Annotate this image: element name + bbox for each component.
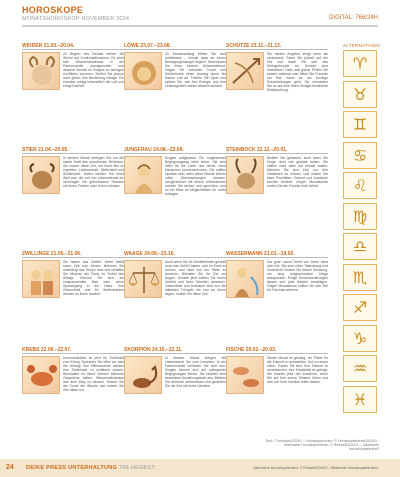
aries-illustration	[22, 52, 60, 90]
cancer-icon: ♋	[343, 142, 377, 169]
image-credits: Text: © Infostars/2024/1 · Horoskopzeichen: © Horoskoptierkreis/2024/3 · Alternative Horoskopzeichen: © Rohwell/2024/3 — Bildrechte Horoskoptierkreis/4	[265, 439, 379, 451]
sign-heading: LÖWE 23.07.–23.08.	[124, 43, 226, 50]
taurus-icon: ♉	[343, 81, 377, 108]
sign-text: Der gute Laune-Trend von Ihnen setzt sich fort. Sie sind voller Tatendrang und Zuversicht. Nutzen Sie diesen Schwung, um lang aufgeschobene Dinge anzupacken. Einige Herausforderungen lassen sich jetzt leichter bewältigen. Gegen Monatsende sollten Sie sich Zeit für Freunde nehmen.	[267, 260, 328, 293]
sign-aries	[22, 43, 124, 143]
sign-leo	[124, 43, 226, 143]
sign-heading: JUNGFRAU 24.08.–23.09.	[124, 147, 226, 154]
sign-heading: WAAGE 24.09.–23.10.	[124, 251, 226, 258]
sign-scorpio	[124, 347, 226, 447]
scorpio-illustration	[124, 356, 162, 394]
footer-credit: Alternative Horoskopzeichen: © Rohwell/2024/3 – Bildrechte Horoskoptierkreis/4	[253, 466, 378, 470]
page-subtitle: MONATSHOROSKOP NOVEMBER 2024	[22, 16, 130, 22]
sign-text: In diesem Monat bringen die Liebessterne Sie zum Leuchten. In der Partnerschaft verlieben Sie sich neu. Singles können sich auf aufregende Begegnungen freuen. Sie strahlen eine besondere Anziehungskraft aus. Bleiben Sie dennoch aufmerksam und genießen Sie die Zeit mit Ihren Liebsten.	[165, 356, 226, 389]
sign-heading: SCHÜTZE 23.11.–21.12.	[226, 43, 328, 50]
alternative-symbols-sidebar	[343, 43, 379, 416]
sign-text: Kommunikation ist jetzt Ihr Schlüssel zum Erfolg. Sprechen Sie offen an, was Sie bewegt. Ihre Mitmenschen werden Ihre Ehrlichkeit zu schätzen wissen. Besonders im Beruf können klärende Gespräche helfen, Missverständnisse aus dem Weg zu räumen. Nutzen Sie die Gunst der Stunde und setzen Sie Ihre Ideen um.	[63, 356, 124, 393]
taurus-illustration	[22, 156, 60, 194]
sign-heading: SKORPION 24.10.–22.11.	[124, 347, 226, 354]
sign-text: Zu Beginn des Monats stehen die Sterne auf Konfrontationskurs. Es lohnt sich Missverständnisse in der Partnerschaft anzusprechen und dadurch konnte es Sorglos zu neuegen Konflikten kommen. Stellen Sie jedoch nicht gleich Ihre Beziehung infrage. Ein Gewitter reinigt bekanntlich die Luft und bringt Klarheit.	[63, 52, 124, 89]
sign-heading: WASSERMANN 21.01.–19.02.	[226, 251, 328, 258]
sign-sagittarius	[226, 43, 328, 143]
capricorn-icon: ♑	[343, 325, 377, 352]
pisces-icon: ♓	[343, 386, 377, 413]
leo-icon: ♌	[343, 172, 377, 199]
sign-heading: KREBS 22.06.–22.07.	[22, 347, 124, 354]
sign-text: Dieser Monat ist günstig, um Pläne für die Zukunft zu schmieden. Auf zu neuen Ufern: Trauen Sie sich, Ihre Träume zu verwirklichen. Ihre Kreativität ist gefragt. Sie können jetzt viel erreichen, wenn Sie auf Ihre innere Stimme hören und sich von Ihrer Intuition leiten lassen.	[267, 356, 328, 385]
sign-pisces	[226, 347, 328, 447]
sign-heading: STEINBOCK 22.12.–20.01.	[226, 147, 328, 154]
page-header	[22, 3, 378, 27]
sign-text: Singles aufgepasst: Ein sogenannter Begegnungstag steht bevor. Sie sind offen für die Liebe und bereit, neue Menschen kennenzulernen. Sie sollten spontan sein, denn diese Woche könnte voller Überraschungen stecken. Ausgerechnet mit einem Unbekannten werden Sie lachen und genießen, und so ein Meer an Möglichkeiten für Liebe erlangen.	[165, 156, 226, 197]
aquarius-illustration	[226, 260, 264, 298]
sagittarius-icon: ♐	[343, 294, 377, 321]
sign-heading: ZWILLINGE 21.05.–21.06.	[22, 251, 124, 258]
sign-taurus	[22, 147, 124, 247]
virgo-icon: ♍	[343, 203, 377, 230]
sign-gemini	[22, 251, 124, 351]
sagittarius-illustration	[226, 52, 264, 90]
sidebar-label: ALTERNATIVEN	[343, 43, 380, 48]
libra-icon: ♎	[343, 233, 377, 260]
page-title: HOROSKOPE	[22, 5, 84, 15]
page-footer	[0, 459, 400, 477]
cancer-illustration	[22, 356, 60, 394]
capricorn-illustration	[226, 156, 264, 194]
sign-text: In diesem Monat verfügen Sie nur die starke Kraft des kosmischen Reichtum. Sie nutzen diese Zeit, um Ihren Mut zu ergreifen: Leidenschaft, Zärtlichkeit und Sinnlichkeit. Daten stehlen Sie einer Welt aus, die voll von Lebensfreude ist. Verbringen Sie gemeinsame Stunden mit Ihrem Partner oder Ihren Liebsten.	[63, 156, 124, 189]
sign-heading: STIER 21.04.–20.05.	[22, 147, 124, 154]
virgo-illustration	[124, 156, 162, 194]
pisces-illustration	[226, 356, 264, 394]
sign-text: Sie haben das Gefühl, Ihnen bleibt kaum Zeit zum Atmen. Nehmen Sie unbedingt das Tempo raus und schaffen Sie Nischen der Ruhe im Trubel des Alltags. Gönnen Sie sich ein entspannendes Bad oder einen Spaziergang in der Natur. Ihre Gesundheit und Ihr Seelenfrieden werden es Ihnen danken.	[63, 260, 124, 297]
publisher-brand	[26, 465, 155, 471]
sign-text: Sie neiden Angebot klingt mehr als verlockend. Seien Sie jedoch auf der Hut und lesen Sie sich das Kleingedruckte an. Scheint eine Investition? Geld, was glänzt. Prüfen Sie besser zweimal oder bitten Sie Freunde um Rat, wenn es um wichtige Entscheidungen geht. Sie vermeiden Sie so auf eine Ihrem Budget bestimmte Enttäuschung.	[267, 52, 328, 93]
digital-code: DIGITAL: 766/24H	[329, 15, 378, 21]
leo-illustration	[124, 52, 162, 90]
brand-name: DEIKE PRESS UNTERHALTUNG	[26, 465, 118, 471]
brand-code: 766 HERBST	[118, 465, 155, 471]
sign-libra	[124, 251, 226, 351]
sign-text: Zu Monatsanfang fühlen Sie sich antriebslos – könnte dass an einem Bewegungsmangel liegen? Überwinden Sie Ihren inneren Schweinehund. Gegen Sie zwischen Couch und Kühlschrank einen Umweg durch die frische Luft an. Treiben Sie Sport und spüren Sie, wie Ihre Energie und Ihre Lebensgeister wieder aktiviert werden.	[165, 52, 226, 89]
sign-cancer	[22, 347, 124, 447]
aries-icon: ♈	[343, 50, 377, 77]
sign-aquarius	[226, 251, 328, 351]
sign-text: Auch wenn Sie Ihr Wohlbefinden gerade noch das Gefühl haben, sich im Kreis zu drehen, und nicht von der Stelle zu kommen: Behalten Sie Ihr Ziel vor Augen. Gerade jetzt sollten Sie Ihrem Umfeld und Ihren Talenten vertrauen. Gesundheit und Ausdauer sind nun die stärksten Trümpfe, die nun vor Ihnen liegen, nutzen Sie diese Zeit.	[165, 260, 226, 297]
libra-illustration	[124, 260, 162, 298]
aquarius-icon: ♒	[343, 355, 377, 382]
gemini-illustration	[22, 260, 60, 298]
sign-capricorn	[226, 147, 328, 247]
scorpio-icon: ♏	[343, 264, 377, 291]
gemini-icon: ♊	[343, 111, 377, 138]
sign-heading: FISCHE 20.02.–20.03.	[226, 347, 328, 354]
sign-text: Bleiben Sie gelassen, auch wenn Sie Dinge nicht wie geplant laufen. Sie sollten nicht alles auf einmal wollen. Nehmen Sie sich Zeit, um Ihre Gedanken zu ordnen, und setzen Sie klare Prioritäten. Geduld und Ausdauer werden belohnt. Gegen Monatsende ernten Sie die Früchte Ihrer Arbeit.	[267, 156, 328, 189]
sign-virgo	[124, 147, 226, 247]
page-number: 24	[6, 464, 14, 471]
sign-heading: WIDDER 21.03.–20.04.	[22, 43, 124, 50]
